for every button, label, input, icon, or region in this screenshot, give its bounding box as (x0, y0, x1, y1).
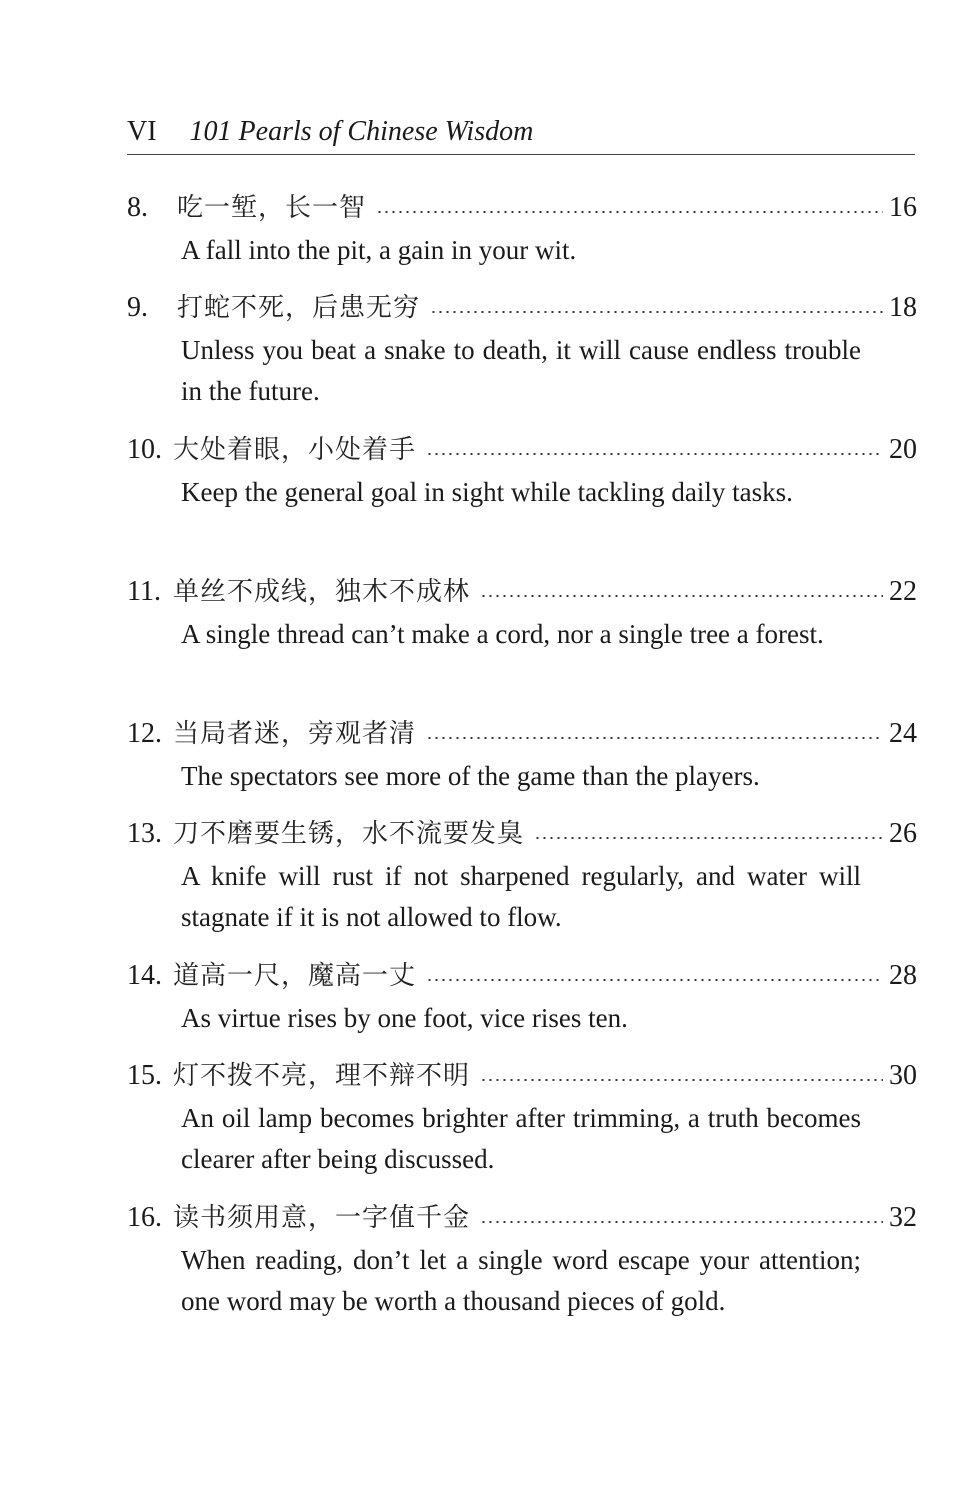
entry-number: 9. (127, 292, 148, 323)
entry-page-number[interactable]: 16 (889, 192, 917, 223)
entry-chinese-title: 打蛇不死，后患无穷 (177, 293, 421, 323)
entry-number: 8. (127, 192, 148, 223)
entry-chinese-title: 大处着眼，小处着手 (173, 435, 417, 465)
entry-number: 15. (127, 1060, 162, 1091)
entry-english-translation: A single thread can’t make a cord, nor a single tree a forest. (181, 619, 824, 649)
entry-page-number[interactable]: 26 (889, 818, 917, 849)
entry-chinese-title: 读书须用意，一字值千金 (173, 1203, 471, 1233)
toc-entry[interactable] (127, 1054, 917, 1180)
toc-entry[interactable] (127, 186, 917, 271)
dot-leader (480, 1079, 883, 1081)
entry-page-number[interactable]: 22 (889, 576, 917, 607)
entry-english-translation: Keep the general goal in sight while tackling daily tasks. (181, 477, 793, 507)
entry-number: 13. (127, 818, 162, 849)
entry-english-translation: A fall into the pit, a gain in your wit. (181, 235, 577, 265)
entry-english-translation: An oil lamp becomes brighter after trimming, a truth becomes clearer after being discussed. (181, 1103, 861, 1174)
dot-leader (480, 595, 883, 597)
dot-leader (376, 211, 883, 213)
dot-leader (426, 737, 883, 739)
entry-english-translation: A knife will rust if not sharpened regularly, and water will stagnate if it is not allowed to flow. (181, 861, 861, 932)
dot-leader (426, 979, 883, 981)
entry-chinese-title: 吃一堑，长一智 (177, 193, 367, 223)
toc-entry[interactable] (127, 1196, 917, 1322)
toc-entry[interactable] (127, 428, 917, 513)
entry-number: 10. (127, 434, 162, 465)
entry-chinese-title: 当局者迷，旁观者清 (173, 719, 417, 749)
dot-leader (480, 1221, 883, 1223)
page-folio: VI (127, 116, 157, 147)
entry-number: 12. (127, 718, 162, 749)
entry-number: 16. (127, 1202, 162, 1233)
entry-page-number[interactable]: 30 (889, 1060, 917, 1091)
toc-entry[interactable] (127, 286, 917, 412)
toc-entry[interactable] (127, 812, 917, 938)
dot-leader (426, 453, 883, 455)
toc-entry[interactable] (127, 712, 917, 797)
toc-entry[interactable] (127, 570, 917, 655)
entry-page-number[interactable]: 32 (889, 1202, 917, 1233)
entry-number: 11. (127, 576, 161, 607)
book-title: 101 Pearls of Chinese Wisdom (189, 116, 534, 147)
toc-entry[interactable] (127, 954, 917, 1039)
running-header (127, 110, 915, 155)
entry-page-number[interactable]: 18 (889, 292, 917, 323)
entry-chinese-title: 刀不磨要生锈，水不流要发臭 (173, 819, 525, 849)
entry-english-translation: Unless you beat a snake to death, it will cause endless trouble in the future. (181, 335, 861, 406)
entry-english-translation: When reading, don’t let a single word escape your attention; one word may be worth a thousand pieces of gold. (181, 1245, 861, 1316)
dot-leader (534, 837, 883, 839)
entry-english-translation: As virtue rises by one foot, vice rises ten. (181, 1003, 628, 1033)
entry-chinese-title: 灯不拨不亮，理不辩不明 (173, 1061, 471, 1091)
entry-page-number[interactable]: 28 (889, 960, 917, 991)
entry-english-translation: The spectators see more of the game than the players. (181, 761, 760, 791)
dot-leader (430, 311, 883, 313)
entry-chinese-title: 单丝不成线，独木不成林 (173, 577, 471, 607)
entry-chinese-title: 道高一尺，魔高一丈 (173, 961, 417, 991)
entry-page-number[interactable]: 24 (889, 718, 917, 749)
entry-number: 14. (127, 960, 162, 991)
entry-page-number[interactable]: 20 (889, 434, 917, 465)
